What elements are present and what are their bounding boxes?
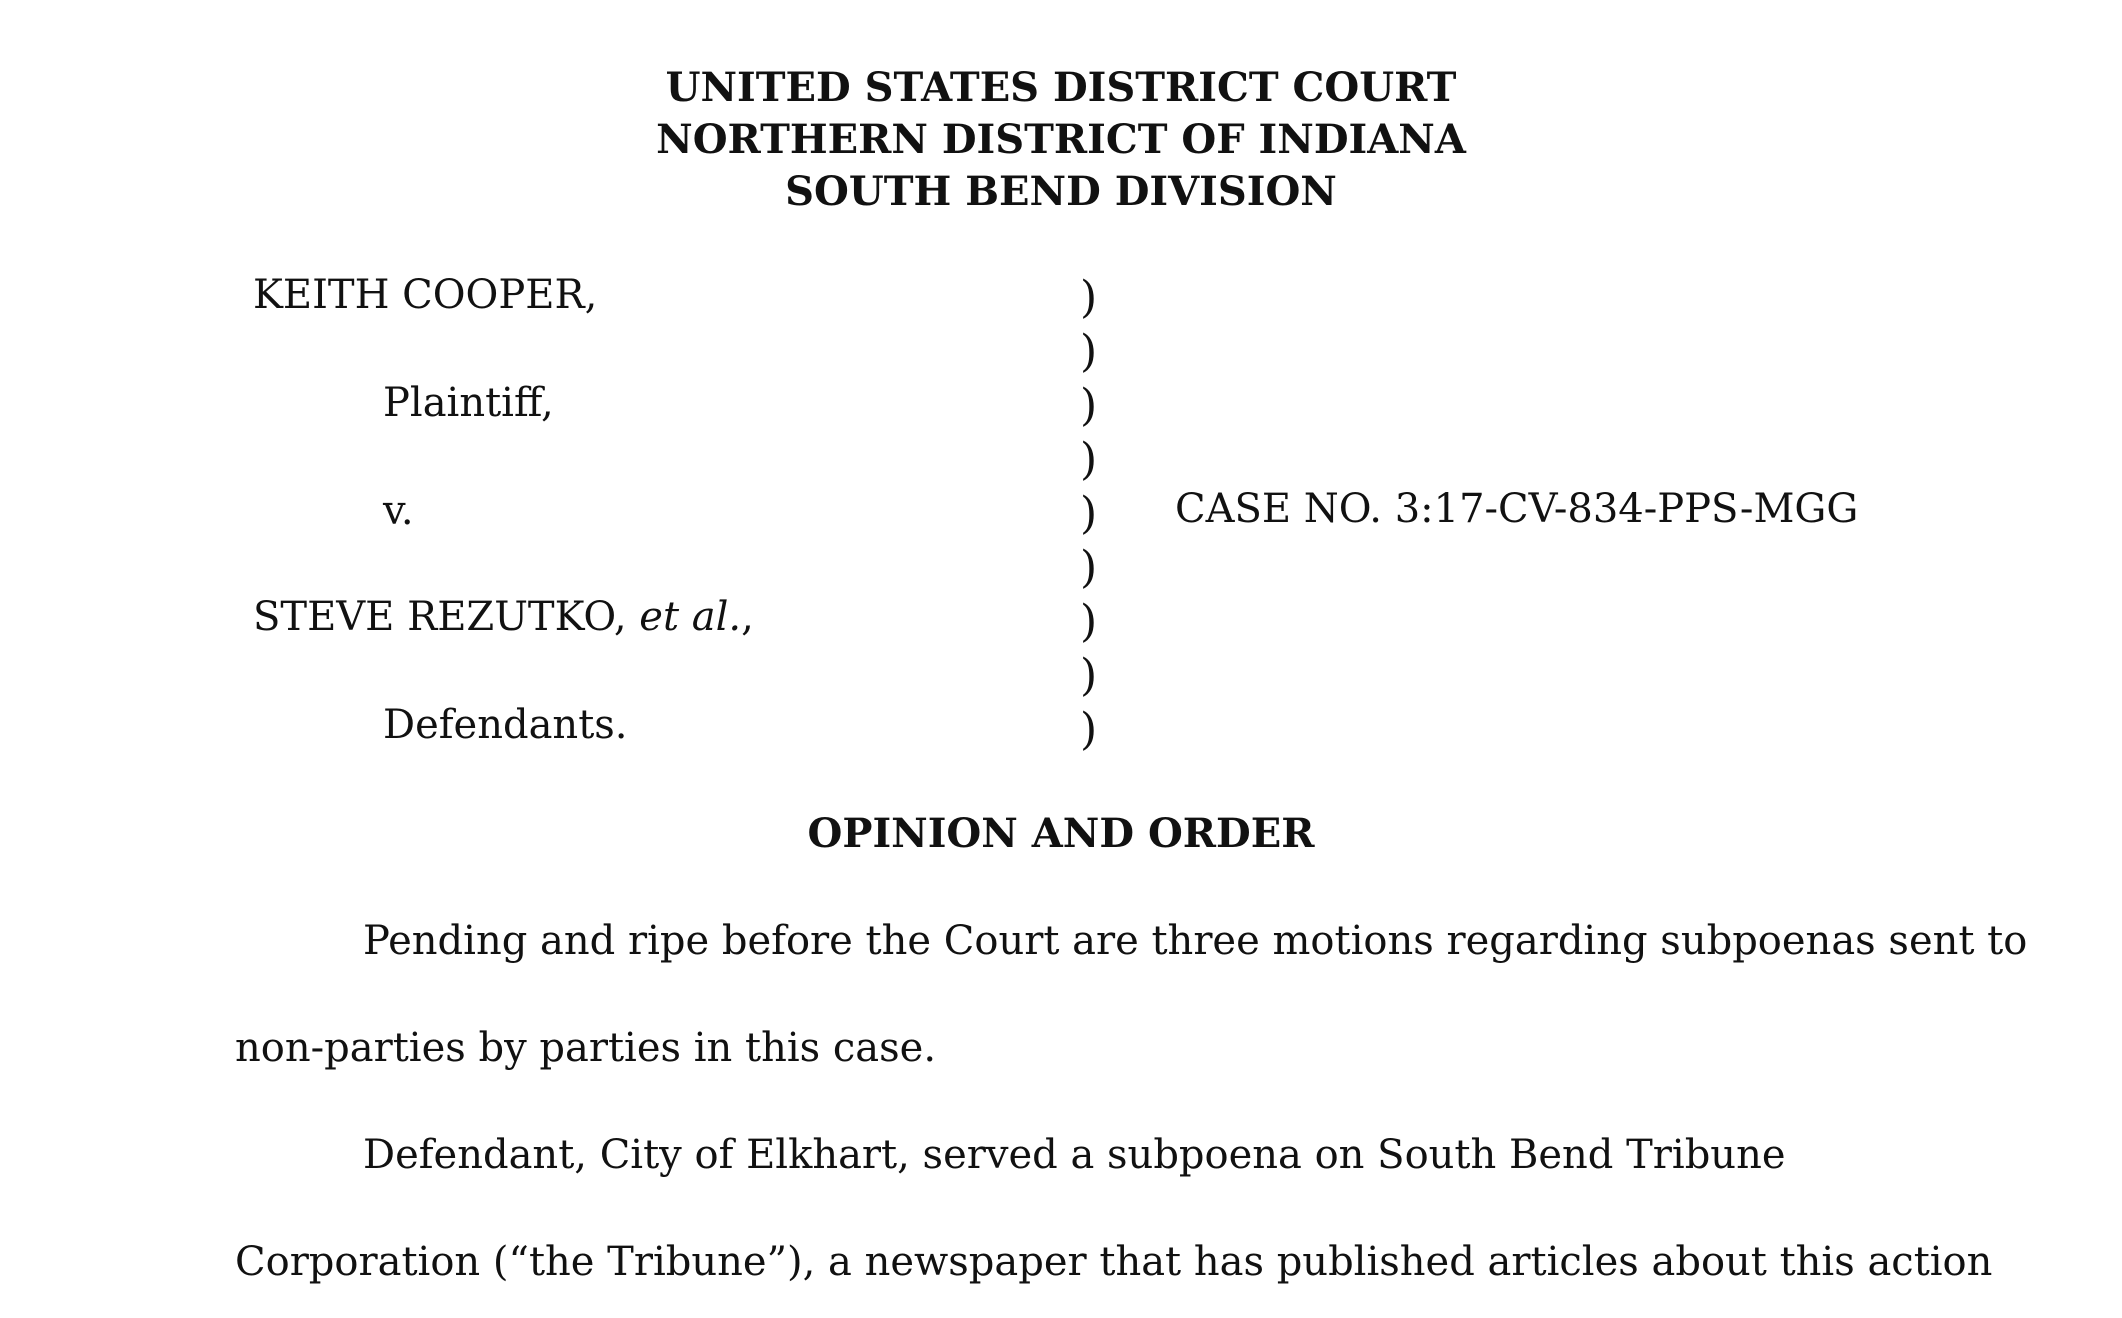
versus-label: v. [383, 488, 414, 534]
body-paragraph-line: Corporation (“the Tribune”), a newspaper that has published articles about this action [235, 1239, 1993, 1285]
caption-paren: ) [1080, 542, 1098, 593]
defendant-name: STEVE REZUTKO, [253, 594, 627, 640]
body-paragraph-line: Defendant, City of Elkhart, served a subpoena on South Bend Tribune [363, 1132, 1786, 1178]
court-name: UNITED STATES DISTRICT COURT [665, 64, 1457, 111]
defendant-name-line [253, 594, 754, 640]
caption-paren: ) [1080, 326, 1098, 377]
court-header [0, 62, 2122, 218]
defendant-et-al: et al. [639, 594, 742, 640]
caption-paren: ) [1080, 650, 1098, 701]
caption-paren: ) [1080, 380, 1098, 431]
case-number: CASE NO. 3:17-CV-834-PPS-MGG [1175, 486, 1859, 532]
district-name: NORTHERN DISTRICT OF INDIANA [656, 116, 1466, 163]
plaintiff-role: Plaintiff, [383, 380, 554, 426]
defendant-comma: , [741, 594, 754, 640]
defendant-role: Defendants. [383, 702, 628, 748]
plaintiff-name: KEITH COOPER, [253, 272, 598, 318]
caption-paren: ) [1080, 434, 1098, 485]
order-title: OPINION AND ORDER [807, 810, 1315, 857]
body-paragraph-line: Pending and ripe before the Court are three motions regarding subpoenas sent to [363, 918, 2028, 964]
caption-paren: ) [1080, 704, 1098, 755]
body-paragraph-line: non-parties by parties in this case. [235, 1025, 937, 1071]
caption-paren: ) [1080, 488, 1098, 539]
caption-paren: ) [1080, 272, 1098, 323]
caption-paren: ) [1080, 596, 1098, 647]
division-name: SOUTH BEND DIVISION [785, 168, 1337, 215]
